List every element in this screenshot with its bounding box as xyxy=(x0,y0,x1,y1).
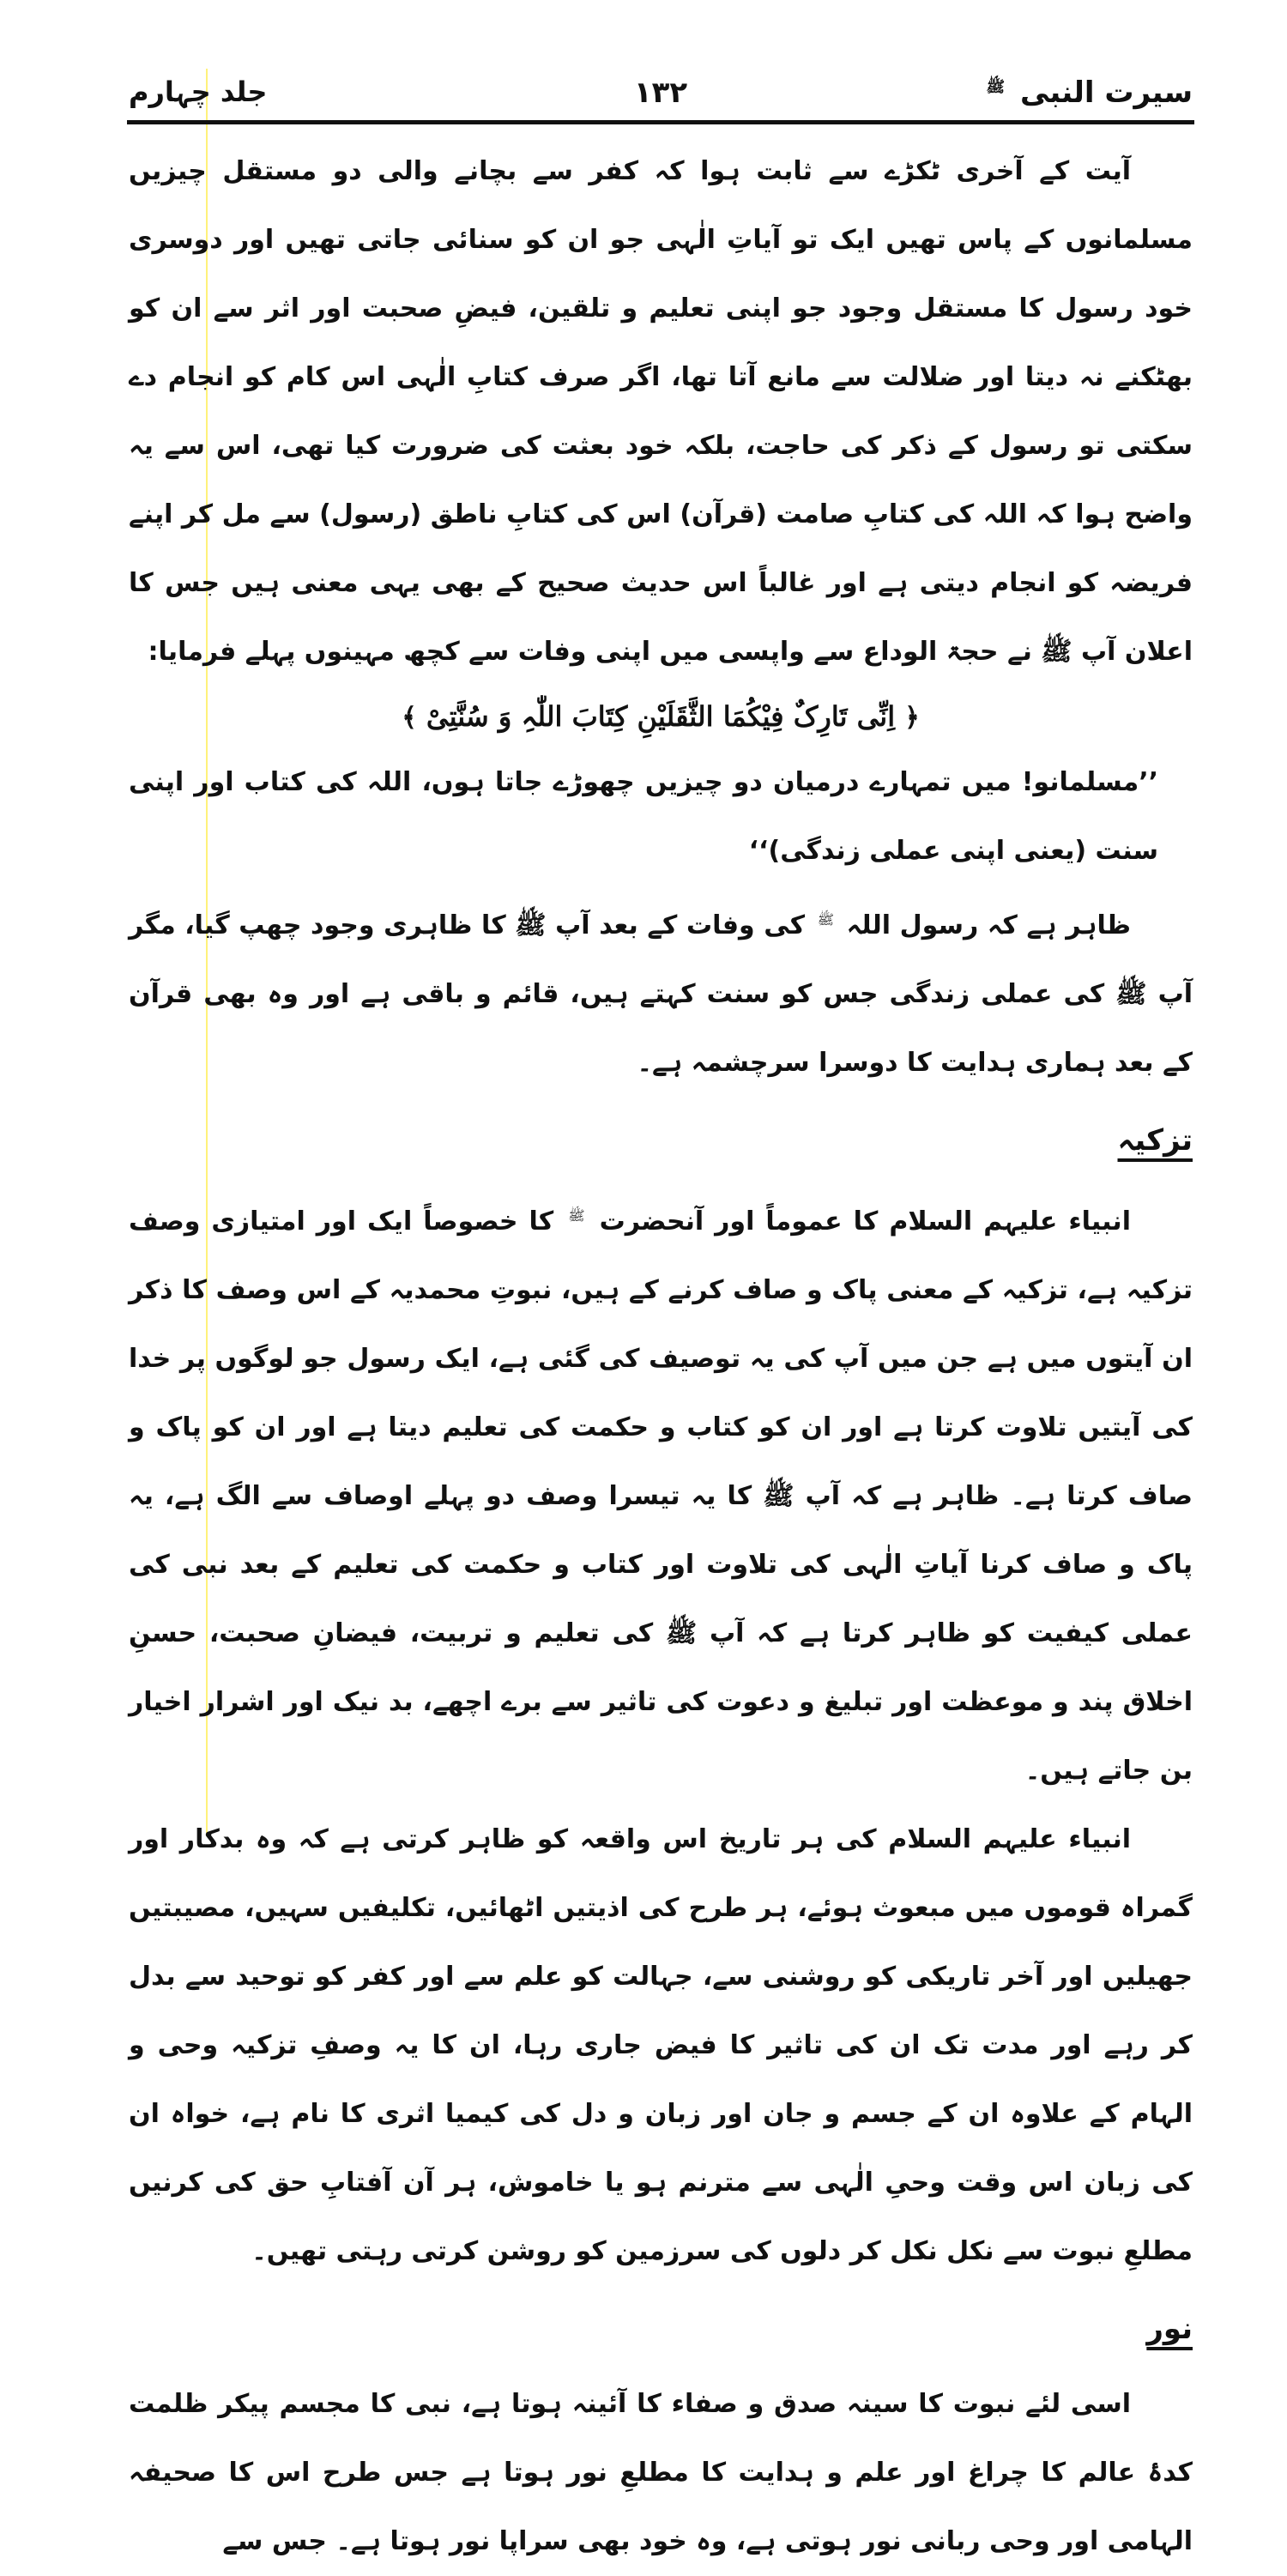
paragraph-5: اسی لئے نبوت کا سینہ صدق و صفاء کا آئینہ ہوتا ہے، نبی کا مجسم پیکر ظلمت کدۂ عالم کا چراغ اور علم و ہدایت کا مطلعِ نور ہوتا ہے جس طرح اس کا صحیفہ الہامی اور وحی ربانی نور ہوتی ہے، وہ خود بھی سراپا نور ہوتا ہے۔ جس سے xyxy=(129,2389,1193,2556)
paragraph-1: آیت کے آخری ٹکڑے سے ثابت ہوا کہ کفر سے بچانے والی دو مستقل چیزیں مسلمانوں کے پاس تھیں ایک تو آیاتِ الٰہی جو ان کو سنائی جاتی تھیں اور دوسری خود رسول کا مستقل وجود جو اپنی تعلیم و تلقین، فیضِ صحبت اور اثر سے ان کو بھٹکنے نہ دیتا اور ضلالت سے مانع آتا تھا، اگر صرف کتابِ الٰہی اس کام کو انجام دے سکتی تو رسول کے ذکر کی حاجت، بلکہ خود بعثت کی ضرورت کیا تھی، اس سے یہ واضح ہوا کہ اللہ کی کتابِ صامت (قرآن) اس کی کتابِ ناطق (رسول) سے مل کر اپنے فریضہ کو انجام دیتی ہے اور غالباً اس حدیث صحیح کے بھی یہی معنی ہیں جس کا اعلان آپ ﷺ نے حجۃ الوداع سے واپسی میں اپنی وفات سے کچھ مہینوں پہلے فرمایا: xyxy=(129,156,1193,667)
hadith-translation: ’’مسلمانو! میں تمہارے درمیان دو چیزیں چھوڑے جاتا ہوں، اللہ کی کتاب اور اپنی سنت (یعنی اپنی عملی زندگی)‘‘ xyxy=(129,767,1158,866)
paragraph-2-part-2: کی وفات کے بعد آپ ﷺ کا ظاہری وجود چھپ گیا، مگر آپ ﷺ کی عملی زندگی جس کو سنت کہتے ہیں، قائم و باقی ہے اور وہ بھی قرآن کے بعد ہماری ہدایت کا دوسرا سرچشمہ ہے۔ xyxy=(129,910,1193,1078)
book-title xyxy=(986,76,1193,110)
paragraph-3-part-2: کا خصوصاً ایک اور امتیازی وصف تزکیہ ہے، تزکیہ کے معنی پاک و صاف کرنے کے ہیں، نبوتِ محمدیہ کے اس وصف کا ذکر ان آیتوں میں ہے جن میں آپ کی یہ توصیف کی گئی ہے، ایک رسول جو لوگوں پر خدا کی آیتیں تلاوت کرتا ہے اور ان کو کتاب و حکمت کی تعلیم دیتا ہے اور ان کو پاک و صاف کرتا ہے۔ ظاہر ہے کہ آپ ﷺ کا یہ تیسرا وصف دو پہلے اوصاف سے الگ ہے، یہ پاک و صاف کرنا آیاتِ الٰہی کی تلاوت اور کتاب و حکمت کی تعلیم کے بعد نبی کی عملی کیفیت کو ظاہر کرتا ہے کہ آپ ﷺ کی تعلیم و تربیت، فیضانِ صحبت، حسنِ اخلاق پند و موعظت اور تبلیغ و دعوت کی تاثیر سے برے اچھے، بد نیک اور اشرار اخیار بن جاتے ہیں۔ xyxy=(129,1206,1193,1786)
honorific-glyph: ﷺ xyxy=(986,77,1006,96)
page-header xyxy=(129,70,1193,122)
honorific-glyph: ﷺ xyxy=(568,1207,585,1224)
header-rule xyxy=(127,120,1194,124)
honorific-glyph: ﷺ xyxy=(817,911,835,928)
page-body xyxy=(129,137,1193,2576)
section-heading-tazkiya: تزکیہ xyxy=(1117,1123,1193,1158)
paragraph-3-part-1: انبیاء علیہم السلام کا عموماً اور آنحضرت xyxy=(599,1206,1131,1237)
volume-label: جلد چہارم xyxy=(129,76,268,108)
ornate-bracket-close-icon: ﴾ xyxy=(402,703,417,733)
book-title-text: سیرت النبی xyxy=(1019,76,1193,110)
hadith-verse xyxy=(129,686,1193,748)
hadith-verse-text: اِنِّی تَارِکٌ فِیْکُمَا الثَّقَلَیْنِ کِتَابَ اللّٰہِ وَ سُنَّتِیْ xyxy=(426,700,896,733)
ornate-bracket-open-icon: ﴿ xyxy=(904,703,920,733)
paragraph-2-part-1: ظاہر ہے کہ رسول اللہ xyxy=(846,910,1131,940)
section-heading-noor: نور xyxy=(1146,2312,1193,2346)
paragraph-3 xyxy=(129,1182,1193,1805)
paragraph-4: انبیاء علیہم السلام کی ہر تاریخ اس واقعہ کو ظاہر کرتی ہے کہ وہ بدکار اور گمراہ قوموں میں مبعوث ہوئے، ہر طرح کی اذیتیں اٹھائیں، تکلیفیں سہیں، مصیبتیں جھیلیں اور آخر تاریکی کو روشنی سے، جہالت کو علم سے اور کفر کو توحید سے بدل کر رہے اور مدت تک ان کی تاثیر کا فیض جاری رہا، ان کا یہ وصفِ تزکیہ وحی و الہام کے علاوہ ان کے جسم و جان اور زبان و دل کی کیمیا اثری کا نام ہے، خواہ ان کی زبان اس وقت وحیِ الٰہی سے مترنم ہو یا خاموش، ہر آن آفتابِ حق کی کرنیں مطلعِ نبوت سے نکل نکل کر دلوں کی سرزمین کو روشن کرتی رہتی تھیں۔ xyxy=(129,1824,1193,2266)
paragraph-2 xyxy=(129,886,1193,1098)
page-number: ۱۳۲ xyxy=(633,76,688,110)
